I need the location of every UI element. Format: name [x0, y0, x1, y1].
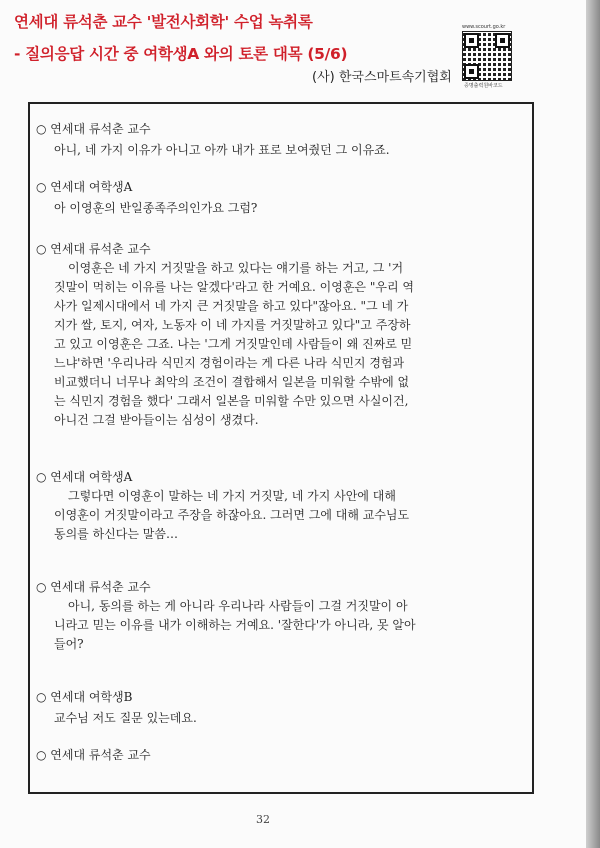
- transcript-entry: [36, 240, 516, 430]
- entry-line: 니라고 믿는 이유를 내가 이해하는 거예요. '잘한다'가 아니라, 못 알아: [54, 618, 416, 632]
- entry-line: 아니건 그걸 받아들이는 심성이 생겼다.: [54, 413, 259, 427]
- entry-line: 짓말이 먹히는 이유를 나는 알겠다'라고 한 거예요. 이영훈은 "우리 역: [54, 280, 414, 294]
- transcript-entry: [36, 578, 516, 654]
- qr-url: www.scourt.go.kr: [462, 24, 506, 30]
- entry-line: 느냐'하면 '우리나라 식민지 경험이라는 게 다른 나라 식민지 경험과: [54, 356, 405, 370]
- page-edge-shadow: [586, 0, 600, 848]
- speaker-label: ○ 연세대 류석춘 교수: [36, 580, 151, 594]
- transcript-entry: [36, 688, 516, 728]
- entry-line: 들어?: [54, 637, 84, 651]
- page-number: 32: [256, 813, 270, 826]
- transcript-entry: [36, 178, 516, 218]
- document-title: 연세대 류석춘 교수 '발전사회학' 수업 녹취록: [14, 13, 313, 31]
- transcript-entry: [36, 120, 516, 160]
- entry-line: 는 식민지 경험을 했다' 그래서 일본을 미워할 수만 있으면 사실이건,: [54, 394, 409, 408]
- qr-caption: 증명출력원바코드: [464, 83, 503, 89]
- transcript-entry: [36, 468, 516, 544]
- qr-code-icon: [462, 31, 512, 81]
- speaker-label: ○ 연세대 류석춘 교수: [36, 748, 151, 762]
- entry-line: 고 있고 이영훈은 그죠. 나는 '그게 거짓말인데 사람들이 왜 진짜로 믿: [54, 337, 413, 351]
- organization-name: (사) 한국스마트속기협회: [312, 70, 452, 85]
- transcript-entry: [36, 746, 516, 763]
- entry-line: 아니, 동의를 하는 게 아니라 우리나라 사람들이 그걸 거짓말이 아: [68, 599, 408, 613]
- entry-line: 그렇다면 이영훈이 말하는 네 가지 거짓말, 네 가지 사안에 대해: [68, 489, 396, 503]
- entry-line: 동의를 하신다는 말씀…: [54, 527, 178, 541]
- entry-line: 아 이영훈의 반일종족주의인가요 그럼?: [54, 201, 258, 215]
- entry-line: 이영훈이 거짓말이라고 주장을 하잖아요. 그러면 그에 대해 교수님도: [54, 508, 410, 522]
- entry-line: 사가 일제시대에서 네 가지 큰 거짓말을 하고 있다"잖아요. "그 네 가: [54, 299, 409, 313]
- speaker-label: ○ 연세대 류석춘 교수: [36, 122, 151, 136]
- speaker-label: ○ 연세대 여학생A: [36, 470, 133, 484]
- document-subtitle: - 질의응답 시간 중 여학생A 와의 토론 대목 (5/6): [14, 45, 348, 63]
- speaker-label: ○ 연세대 류석춘 교수: [36, 242, 151, 256]
- entry-line: 지가 쌀, 토지, 여자, 노동자 이 네 가지를 거짓말하고 있다"고 주장하: [54, 318, 411, 332]
- speaker-label: ○ 연세대 여학생B: [36, 690, 133, 704]
- entry-line: 이영훈은 네 가지 거짓말을 하고 있다는 얘기를 하는 거고, 그 '거: [68, 261, 404, 275]
- speaker-label: ○ 연세대 여학생A: [36, 180, 133, 194]
- entry-line: 교수님 저도 질문 있는데요.: [54, 711, 197, 725]
- entry-line: 아니, 네 가지 이유가 아니고 아까 내가 표로 보여줬던 그 이유죠.: [54, 143, 390, 157]
- entry-line: 비교했더니 너무나 최악의 조건이 결합해서 일본을 미워할 수밖에 없: [54, 375, 410, 389]
